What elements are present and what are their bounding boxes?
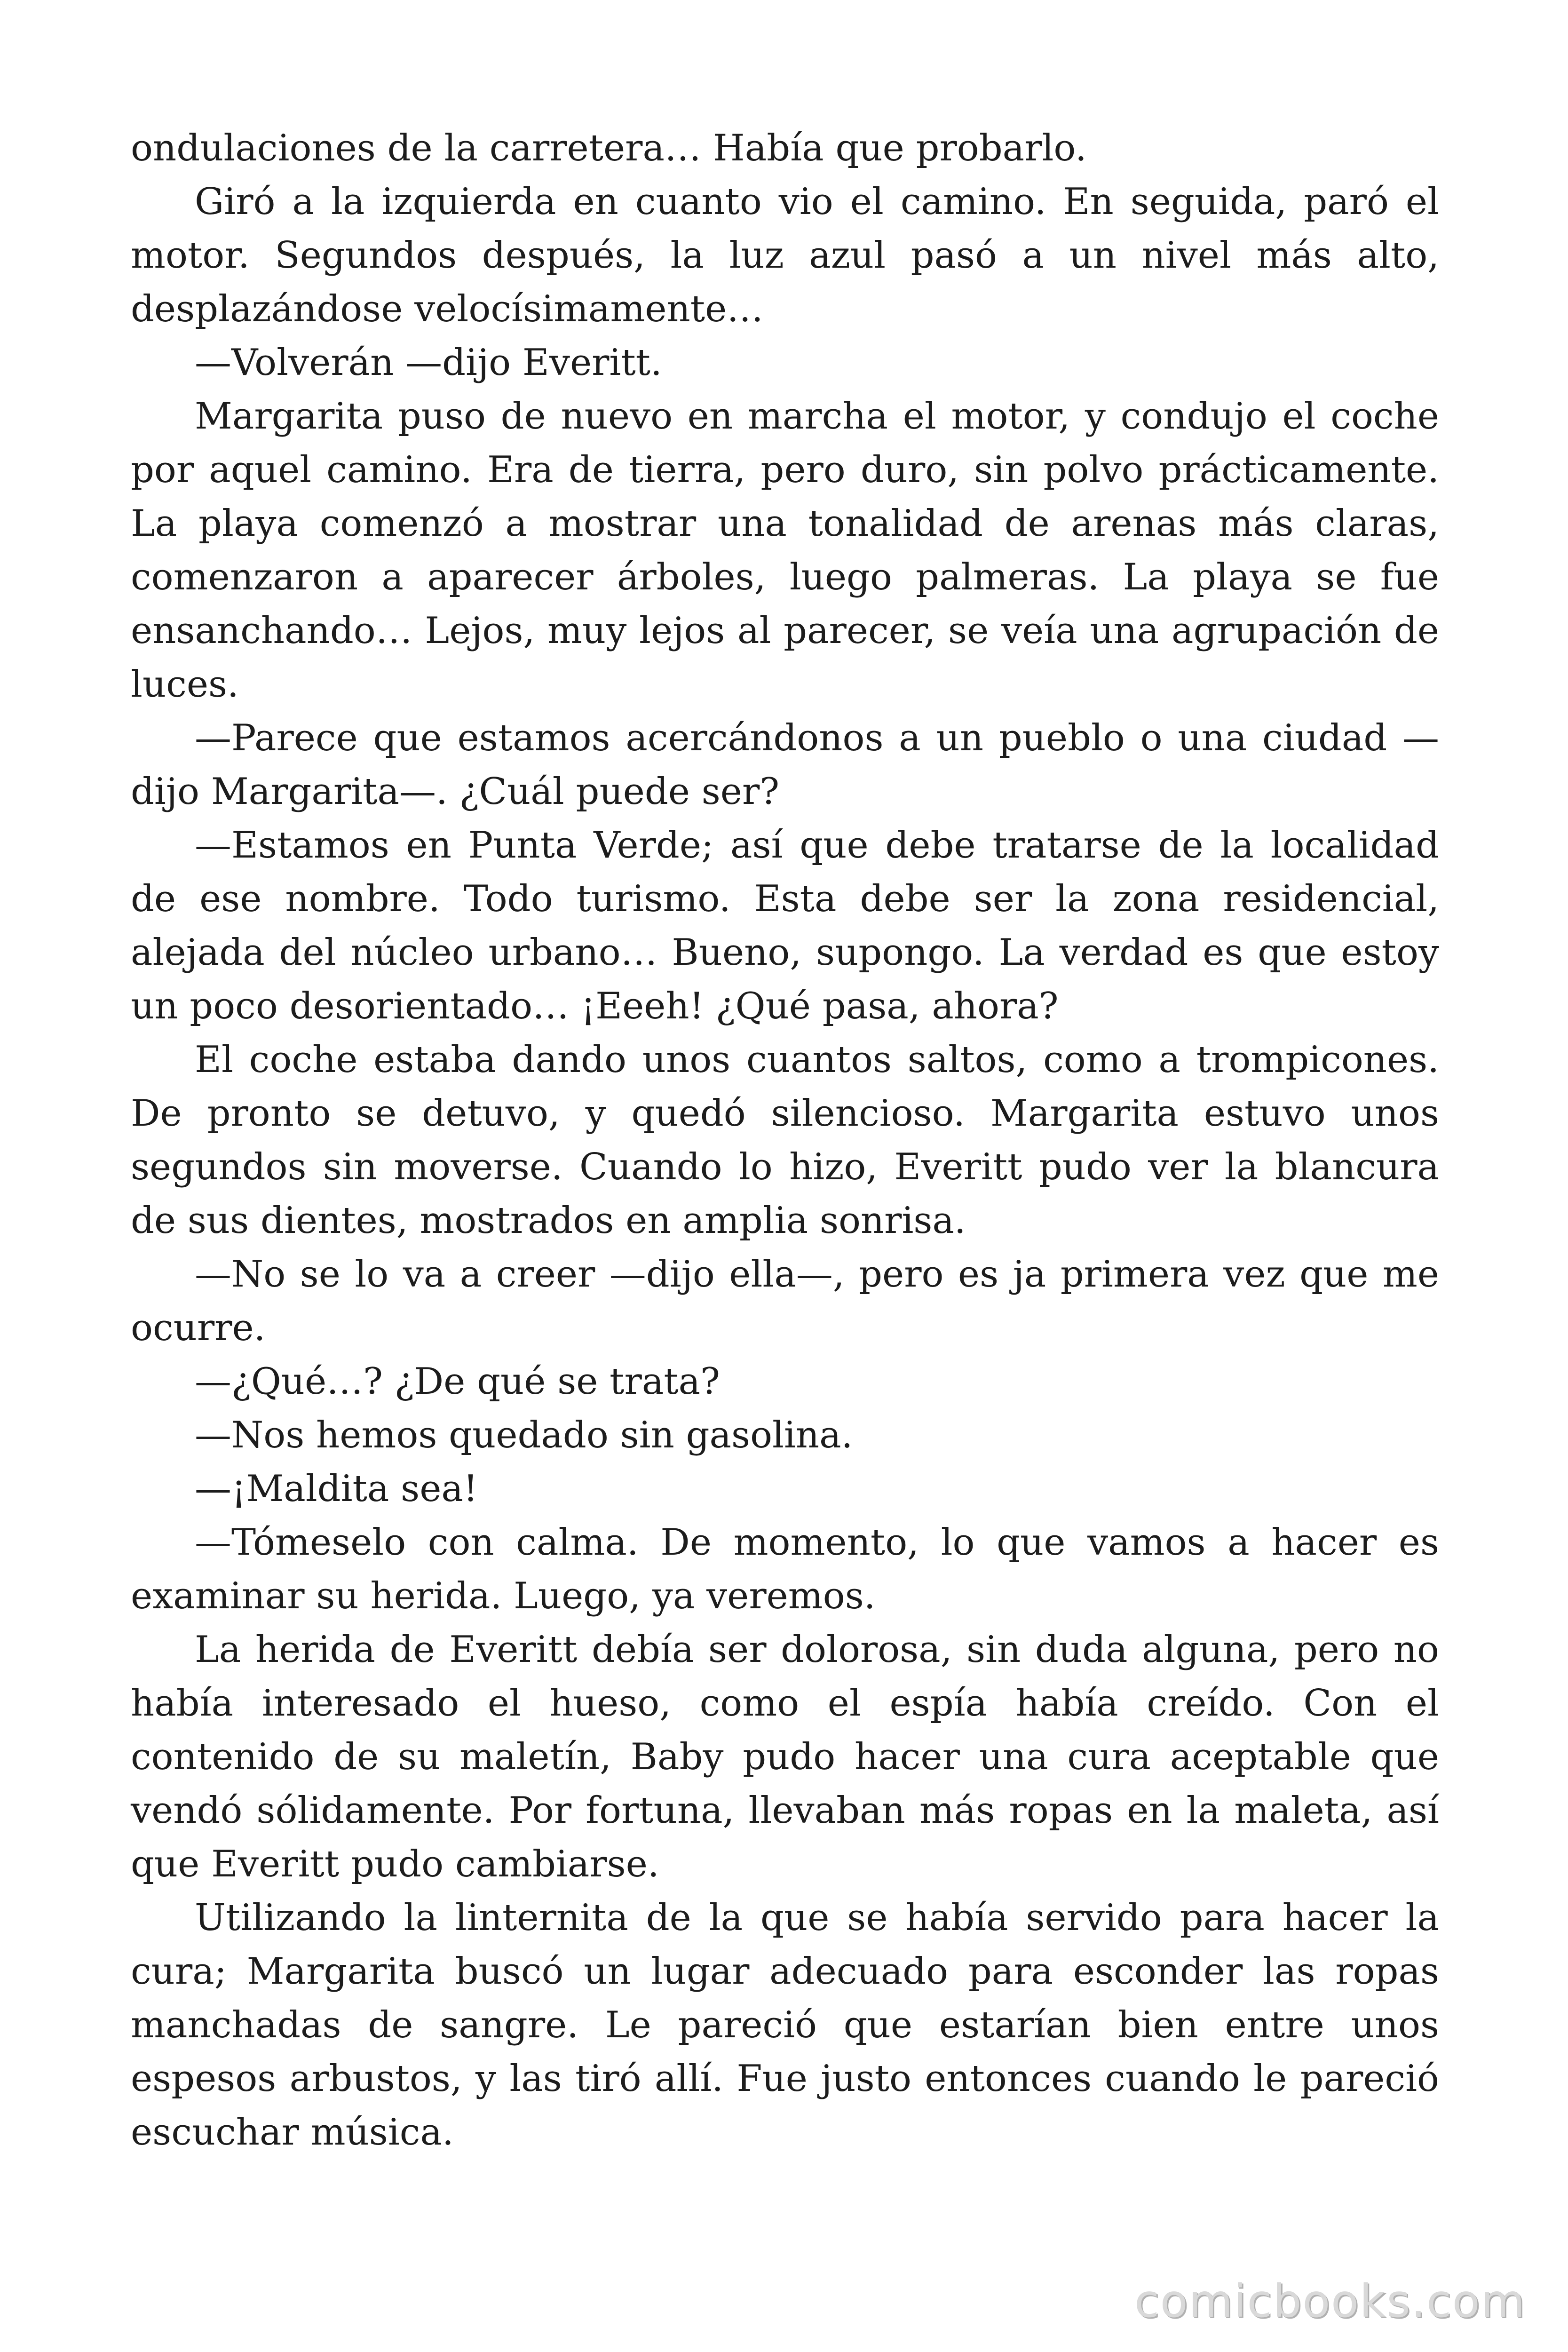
- page-body: [131, 121, 1439, 2159]
- watermark: comicbooks.com: [1134, 2275, 1526, 2328]
- paragraph: Margarita puso de nuevo en marcha el motor, y condujo el coche por aquel camino. Era de tierra, pero duro, sin polvo prácticamente. La playa comenzó a mostrar una tonalidad de arenas más claras, comenzaron a aparecer árboles, luego palmeras. La playa se fue ensanchando… Lejos, muy lejos al parecer, se veía una agrupación de luces.: [131, 395, 1439, 706]
- paragraph: El coche estaba dando unos cuantos saltos, como a trompicones. De pronto se detuvo, y quedó silencioso. Margarita estuvo unos segundos sin moverse. Cuando lo hizo, Everitt pudo ver la blancura de sus dientes, mostrados en amplia sonrisa.: [131, 1039, 1439, 1242]
- paragraph: ondulaciones de la carretera… Había que probarlo.: [131, 127, 1087, 169]
- paragraph: —Parece que estamos acercándonos a un pueblo o una ciudad —dijo Margarita—. ¿Cuál puede ser?: [131, 717, 1439, 813]
- paragraph: La herida de Everitt debía ser dolorosa, sin duda alguna, pero no había interesado el hueso, como el espía había creído. Con el contenido de su maletín, Baby pudo hacer una cura aceptable que vendó sólidamente. Por fortuna, llevaban más ropas en la maleta, así que Everitt pudo cambiarse.: [131, 1629, 1439, 1885]
- paragraph: —Volverán —dijo Everitt.: [195, 342, 662, 384]
- paragraph: Utilizando la linternita de la que se había servido para hacer la cura; Margarita buscó un lugar adecuado para esconder las ropas manchadas de sangre. Le pareció que estarían bien entre unos espesos arbustos, y las tiró allí. Fue justo entonces cuando le pareció escuchar música.: [131, 1897, 1439, 2153]
- paragraph: —¡Maldita sea!: [195, 1468, 478, 1510]
- paragraph: —Tómeselo con calma. De momento, lo que vamos a hacer es examinar su herida. Luego, ya veremos.: [131, 1521, 1439, 1617]
- paragraph: —No se lo va a creer —dijo ella—, pero es ja primera vez que me ocurre.: [131, 1253, 1439, 1349]
- paragraph: —Nos hemos quedado sin gasolina.: [195, 1414, 853, 1456]
- paragraph: Giró a la izquierda en cuanto vio el camino. En seguida, paró el motor. Segundos después, la luz azul pasó a un nivel más alto, desplazándose velocísimamente…: [131, 181, 1439, 330]
- paragraph: —Estamos en Punta Verde; así que debe tratarse de la localidad de ese nombre. Todo turismo. Esta debe ser la zona residencial, alejada del núcleo urbano… Bueno, supongo. La verdad es que estoy un poco desorientado… ¡Eeeh! ¿Qué pasa, ahora?: [131, 824, 1439, 1027]
- paragraph: —¿Qué…? ¿De qué se trata?: [195, 1360, 720, 1403]
